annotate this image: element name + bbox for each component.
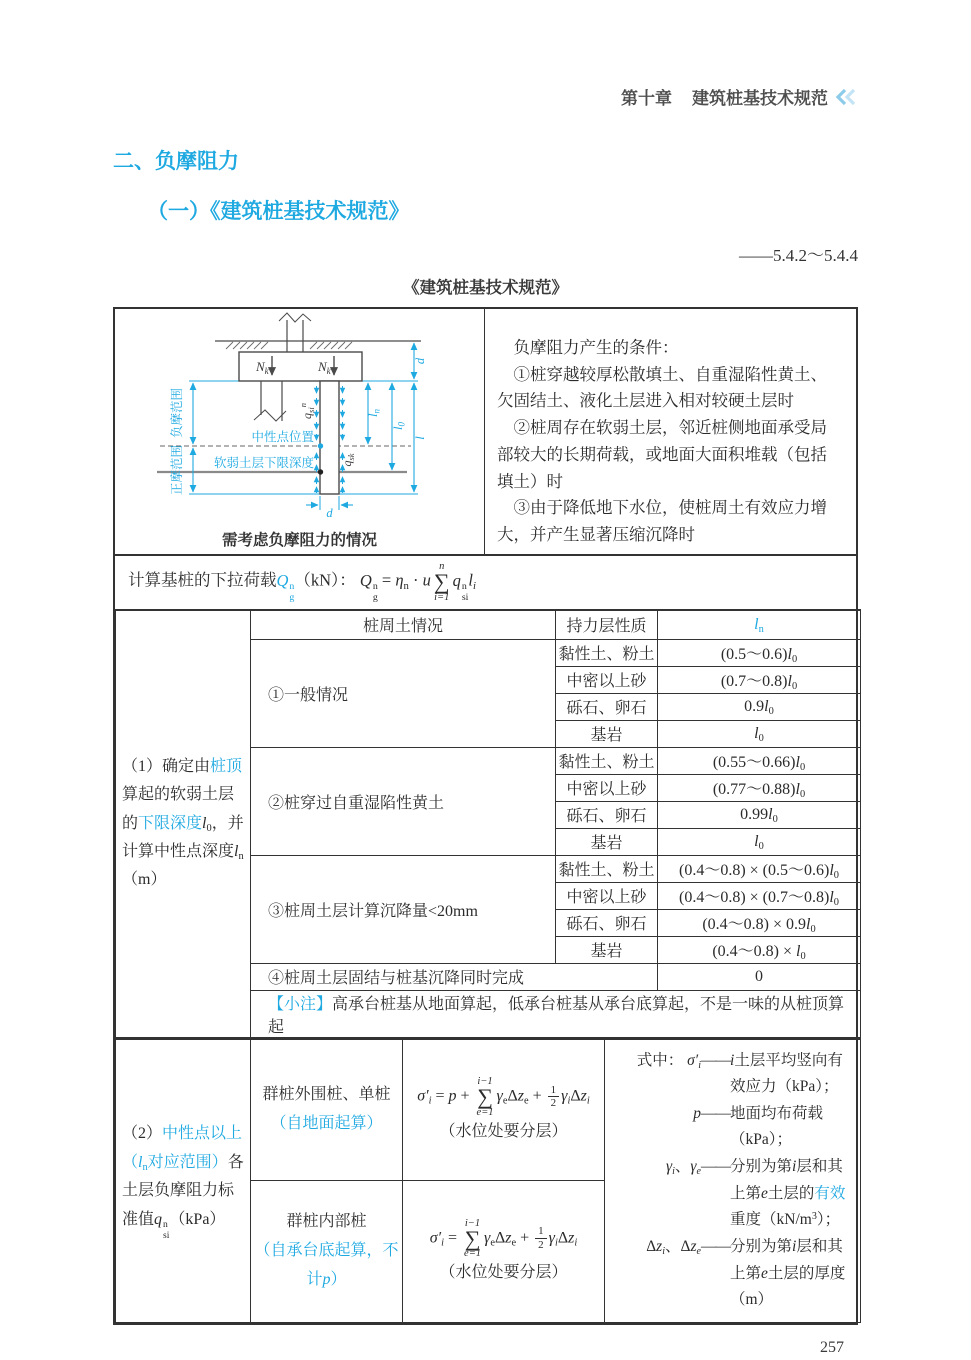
outer-pile-formula: $\sigma'_i = p$ + i−1 ∑ e=1 $\gamma_e\Delta z_e$ + $\frac{1}{2}$ $\gamma_i\Delta z_i$ （水位处要分层）: [403, 1039, 605, 1181]
pile-diagram: [115, 309, 483, 523]
definition-row: p —— 地面均布荷载（kPa）；: [693, 1104, 824, 1149]
table-row: 中密以上砂 (0.4～0.8) × $(0.7\sim 0.8)l_0$: [116, 882, 861, 909]
step1-row-label: （1）确定由桩顶算起的软弱土层的下限深度$l_0$，并计算中性点深度$l_n(m)$: [116, 610, 251, 1037]
case3-label: ③桩周土层计算沉降量<20mm: [251, 855, 556, 963]
pile-diagram-cell: [115, 309, 485, 554]
condition-item-2: ②桩周存在软弱土层，邻近桩侧地面承受局部较大的长期荷载，或地面大面积堆载（包括填土）时: [497, 418, 827, 491]
summary-table-box: [113, 307, 858, 1325]
outer-pile-case: 群桩外围桩、单桩 （自地面起算）: [251, 1039, 403, 1181]
table-row: 砾石、卵石 $0.9l_0$: [116, 693, 861, 720]
definition-row: 式中： $\sigma'_i$ —— i土层平均竖向有效应力（kPa）；: [636, 1051, 843, 1096]
table-row: 中密以上砂 $(0.7\sim 0.8)l_0$: [116, 666, 861, 693]
subsection-title: （一）《建筑桩基技术规范》: [147, 199, 410, 223]
col-header-bearing: 持力层性质: [556, 610, 658, 639]
table-row: 基岩 (0.4～0.8) × $l_0$: [116, 936, 861, 963]
inner-pile-case: 群桩内部桩 （自承台底起算，不计p）: [251, 1181, 403, 1323]
definition-row: $\gamma_i$、$\gamma_e$ —— 分别为第i层和其上第e土层的有效重度$(kN/m^3)$；: [666, 1158, 846, 1229]
symbol-definitions: [605, 1039, 861, 1323]
table-title: 《建筑桩基技术规范》: [403, 279, 568, 297]
diagram-caption: 需考虑负摩阻力的情况: [221, 532, 377, 549]
chapter-marker-chevrons-icon: [834, 88, 858, 106]
case2-label: ②桩穿过自重湿陷性黄土: [251, 747, 556, 855]
soft-soil-limit-label: 软弱土层下限深度: [213, 456, 314, 470]
chapter-title: 建筑桩基技术规范: [692, 89, 828, 108]
conditions-cell: [485, 309, 856, 554]
dim-d-top-label: d: [413, 357, 427, 365]
neutral-point-depth-table: [115, 609, 861, 1038]
dim-l-label: l: [413, 436, 427, 440]
dim-ln-label: $l_n$: [366, 409, 382, 417]
page-number: 257: [820, 1339, 844, 1357]
table-row: 基岩 $l_0$: [116, 828, 861, 855]
definition-row: $\Delta z_i$、$\Delta z_e$ —— 分别为第i层和其上第e土层的厚度（m）: [646, 1238, 846, 1309]
dim-l0-label: $l_0$: [391, 422, 407, 430]
col-header-soil: 桩周土情况: [251, 610, 556, 639]
note-text: 【小注】高承台桩基从地面算起，低承台桩基从承台底算起，不是一味的从桩顶算起: [251, 990, 861, 1037]
table-row: ③桩周土层计算沉降量<20mm 黏性土、粉土 (0.4～0.8) × $(0.5\sim 0.6)l_0$: [116, 855, 861, 882]
positive-friction-label: $q_{sk}$: [340, 453, 356, 467]
section-title: 二、负摩阻力: [113, 150, 239, 173]
diagram-conditions-row: [115, 309, 856, 554]
table-row: 中密以上砂 $(0.77\sim 0.88)l_0$: [116, 774, 861, 801]
step2-row-label: （2）中性点以上（$l_n$对应范围）各土层负摩阻力标准值q n si （kPa）: [116, 1039, 251, 1323]
conditions-intro: 负摩阻力产生的条件：: [513, 338, 679, 357]
table-row: 砾石、卵石 (0.4～0.8) × $0.9l_0$: [116, 909, 861, 936]
condition-item-1: ①桩穿越较厚松散填土、自重湿陷性黄土、欠固结土、液化土层进入相对较硬土层时: [497, 364, 827, 411]
inner-pile-formula: $\sigma'_i$ = i−1 ∑ e=1 $\gamma_e\Delta z_e$ + $\frac{1}{2}$ $\gamma_i\Delta z_i$ （水位处要分层）: [403, 1181, 605, 1323]
running-head: [113, 0, 858, 109]
table-row: ②桩穿过自重湿陷性黄土 黏性土、粉土 $(0.55\sim 0.66)l_0$: [116, 747, 861, 774]
effective-stress-table: [115, 1038, 861, 1324]
load-label-right: $N_k$: [318, 359, 331, 376]
col-header-ln: $l_n$: [658, 610, 861, 639]
clause-reference: ——5.4.2～5.4.4: [739, 246, 858, 265]
table-row: 砾石、卵石 $0.99l_0$: [116, 801, 861, 828]
table-row: ①一般情况 黏性土、粉土 $(0.5\sim 0.6)l_0$: [116, 639, 861, 666]
page-content: [113, 0, 858, 1357]
neutral-point-label: 中性点位置: [251, 430, 314, 444]
positive-range-label: 正摩范围: [170, 444, 184, 496]
chapter-number: 第十章: [621, 89, 672, 108]
case1-label: ①一般情况: [251, 639, 556, 747]
drag-load-formula: 计算基桩的下拉荷载Q n g （kN）： Q n g = $\eta_n \cdot u$ n ∑ i=1 q n si $l_i$: [128, 561, 476, 604]
dim-d-bottom-label: d: [326, 506, 333, 520]
condition-item-3: ③由于降低地下水位，使桩周土有效应力增大，并产生显著压缩沉降时: [497, 498, 827, 545]
negative-range-label: 负摩范围: [170, 387, 184, 439]
load-label-left: $N_k$: [256, 359, 269, 376]
ground-hatch-right: [310, 342, 352, 349]
table-row: [116, 1039, 861, 1181]
drag-load-formula-row: [115, 554, 856, 609]
case4-label: ④桩周土层固结与桩基沉降同时完成: [251, 963, 658, 990]
table-row: 基岩 $l_0$: [116, 720, 861, 747]
ground-hatch-left: [226, 342, 268, 349]
case4-value: 0: [658, 963, 861, 990]
negative-friction-label: $q_{si}^n$: [298, 403, 316, 419]
